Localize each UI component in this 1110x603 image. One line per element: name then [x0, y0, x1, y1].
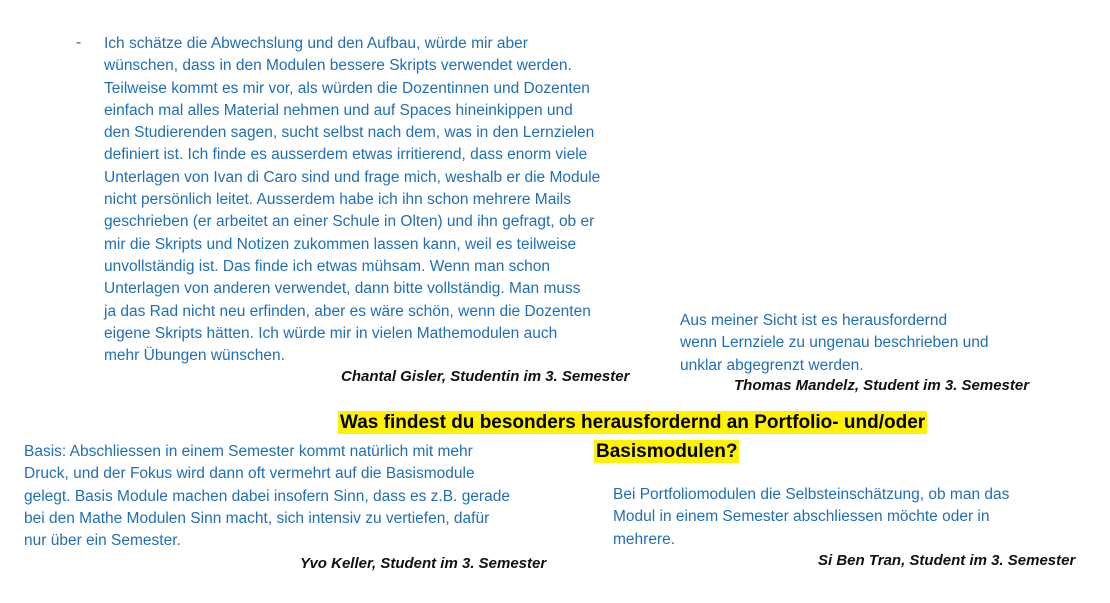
quote-gisler-text — [104, 33, 600, 367]
author-gisler: Chantal Gisler, Studentin im 3. Semester — [341, 368, 630, 385]
quote-line: Unterlagen von Ivan di Caro sind und frage mich, weshalb er die Module — [104, 168, 601, 186]
quote-line: bei den Mathe Modulen Sinn macht, sich intensiv zu vertiefen, dafür — [24, 509, 490, 527]
quote-line: den Studierenden sagen, sucht selbst nach dem, was in den Lernzielen — [104, 124, 595, 142]
quote-line: gelegt. Basis Module machen dabei insofern Sinn, dass es z.B. gerade — [24, 487, 510, 505]
quote-line: eigene Skripts hätten. Ich würde mir in vielen Mathemodulen auch — [104, 324, 558, 342]
question-line-2: Basismodulen? — [596, 441, 738, 462]
quote-line: mir die Skripts und Notizen zukommen lassen kann, weil es teilweise — [104, 235, 577, 253]
quote-mandelz-text — [680, 310, 989, 377]
quote-line: Bei Portfoliomodulen die Selbsteinschätzung, ob man das — [613, 486, 1010, 503]
quote-line: geschrieben (er arbeitet an einer Schule in Olten) und ihn gefragt, ob er — [104, 213, 595, 231]
quote-line: Modul in einem Semester abschliessen möchte oder in — [613, 508, 990, 526]
author-mandelz: Thomas Mandelz, Student im 3. Semester — [734, 377, 1030, 394]
quote-line: ja das Rad nicht neu erfinden, aber es wäre schön, wenn die Dozenten — [104, 302, 591, 320]
quote-tran-text — [613, 484, 1009, 551]
quote-line: mehr Übungen wünschen. — [104, 347, 285, 365]
quote-line: Druck, und der Fokus wird dann oft vermehrt auf die Basismodule — [24, 465, 475, 483]
quote-line: nur über ein Semester. — [24, 532, 181, 550]
central-question — [338, 408, 927, 437]
quote-line: unvollständig ist. Das finde ich etwas mühsam. Wenn man schon — [104, 257, 550, 275]
quote-line: definiert ist. Ich finde es ausserdem etwas irritierend, dass enorm viele — [104, 146, 588, 164]
quote-keller-text — [24, 441, 510, 552]
quote-line: nicht persönlich leitet. Ausserdem habe ich ihn schon mehrere Mails — [104, 191, 571, 209]
quote-line: wünschen, dass in den Modulen bessere Skripts verwendet werden. — [104, 57, 572, 75]
question-line-1: Was findest du besonders herausfordernd an Portfolio- und/oder — [340, 412, 926, 433]
quote-line: Ich schätze die Abwechslung und den Aufbau, würde mir aber — [104, 35, 528, 52]
author-tran: Si Ben Tran, Student im 3. Semester — [818, 552, 1076, 569]
quote-line: Unterlagen von anderen verwendet, dann bitte vollständig. Man muss — [104, 280, 581, 298]
central-question-cont — [594, 437, 739, 466]
quote-line: Basis: Abschliessen in einem Semester kommt natürlich mit mehr — [24, 443, 473, 460]
quote-line: unklar abgegrenzt werden. — [680, 356, 864, 374]
quote-line: einfach mal alles Material nehmen und auf Spaces hineinkippen und — [104, 101, 573, 119]
bullet-dash: - — [76, 34, 82, 51]
quote-line: mehrere. — [613, 530, 676, 548]
author-keller: Yvo Keller, Student im 3. Semester — [300, 555, 547, 572]
quote-line: Aus meiner Sicht ist es herausfordernd — [680, 312, 948, 329]
quote-line: Teilweise kommt es mir vor, als würden die Dozentinnen und Dozenten — [104, 79, 590, 97]
quote-line: wenn Lernziele zu ungenau beschrieben und — [680, 334, 989, 352]
